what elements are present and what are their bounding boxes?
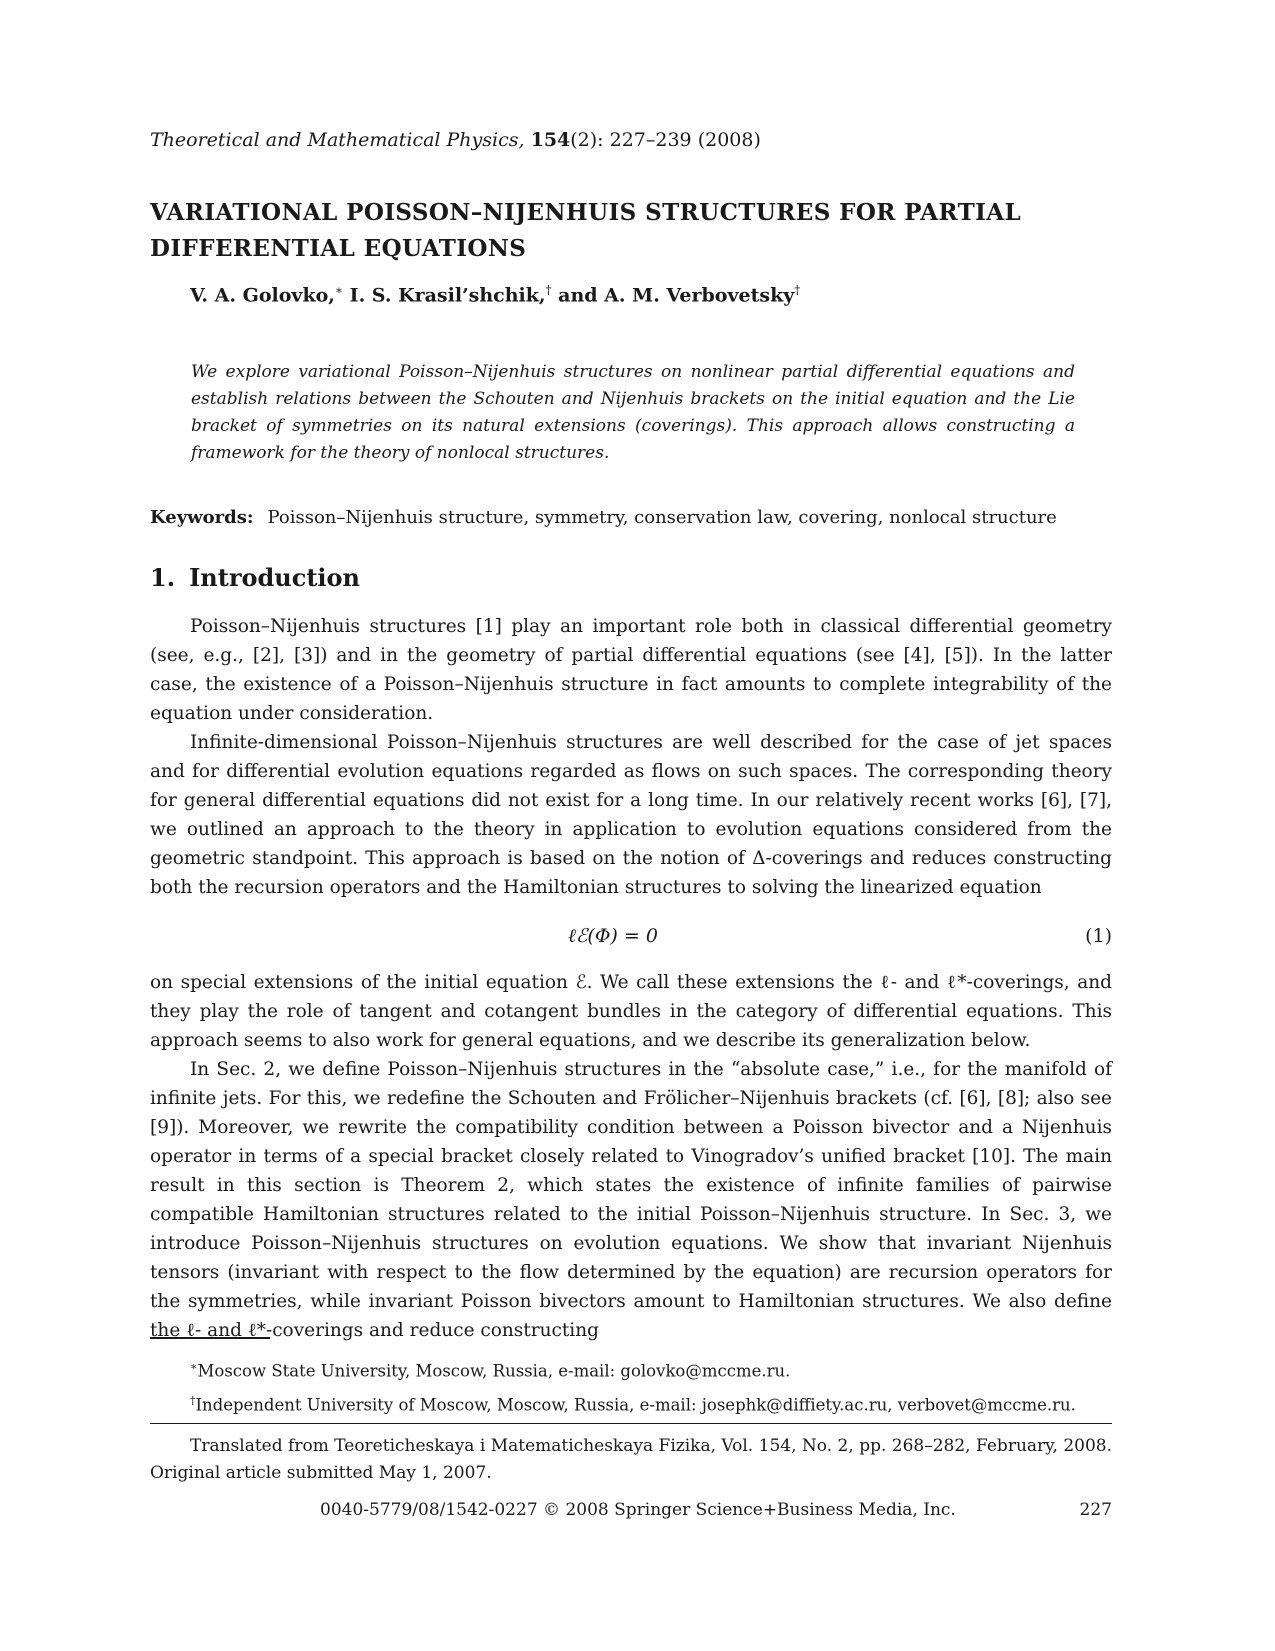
footnote-2-mark: † — [190, 1393, 196, 1407]
author-2-mark: † — [545, 283, 552, 297]
paragraph-3: on special extensions of the initial equation ℰ. We call these extensions the ℓ- and ℓ*-coverings, and they play the role of tangent and cotangent bundles in the category of differential equations. This approach seems to also work for general equations, and we describe its generalization below. — [150, 972, 1112, 1051]
footnote-1-text: Moscow State University, Moscow, Russia, e-mail: golovko@mccme.ru. — [197, 1361, 791, 1381]
footnote-1 — [190, 1352, 1112, 1386]
paragraph-2: Infinite-dimensional Poisson–Nijenhuis structures are well described for the case of jet spaces and for differential evolution equations regarded as flows on such spaces. The corresponding theory for general differential equations did not exist for a long time. In our relatively recent works [6], [7], we outlined an approach to the theory in application to evolution equations considered from the geometric standpoint. This approach is based on the notion of Δ-coverings and reduces constructing both the recursion operators and the Hamiltonian structures to solving the linearized equation — [150, 732, 1112, 898]
paragraph-4: In Sec. 2, we define Poisson–Nijenhuis structures in the “absolute case,” i.e., for the manifold of infinite jets. For this, we redefine the Schouten and Frölicher–Nijenhuis brackets (cf. [6], [8]; also see [9]). Moreover, we rewrite the compatibility condition between a Poisson bivector and a Nijenhuis operator in terms of a special bracket closely related to Vinogradov’s unified bracket [10]. The main result in this section is Theorem 2, which states the existence of infinite families of pairwise compatible Hamiltonian structures related to the initial Poisson–Nijenhuis structure. In Sec. 3, we introduce Poisson–Nijenhuis structures on evolution equations. We show that invariant Nijenhuis tensors (invariant with respect to the flow determined by the equation) are recursion operators for the symmetries, while invariant Poisson bivectors amount to Hamiltonian structures. We also define the ℓ- and ℓ*-coverings and reduce constructing — [150, 1059, 1112, 1341]
paragraph-1: Poisson–Nijenhuis structures [1] play an important role both in classical differential geometry (see, e.g., [2], [3]) and in the geometry of partial differential equations (see [4], [5]). In the latter case, the existence of a Poisson–Nijenhuis structure in fact amounts to complete integrability of the equation under consideration. — [150, 616, 1112, 724]
copyright-line: 0040-5779/08/1542-0227 © 2008 Springer Science+Business Media, Inc. — [320, 1500, 956, 1520]
keywords — [150, 507, 1112, 528]
title-line-1: VARIATIONAL POISSON–NIJENHUIS STRUCTURES FOR PARTIAL — [150, 199, 1022, 226]
section-title: Introduction — [189, 563, 360, 592]
keywords-text: Poisson–Nijenhuis structure, symmetry, conservation law, covering, nonlocal structure — [267, 507, 1057, 528]
equation-number: (1) — [1085, 925, 1112, 947]
journal-details: (2): 227–239 (2008) — [570, 129, 761, 151]
section-heading — [150, 563, 1112, 592]
equation-formula: ℓℰ(Φ) = 0 — [568, 925, 658, 947]
author-1: V. A. Golovko, — [190, 284, 335, 307]
translation-rule — [150, 1423, 1112, 1424]
footnote-2-text: Independent University of Moscow, Moscow, Russia, e-mail: josephk@diffiety.ac.ru, verbovet@mccme.ru. — [195, 1395, 1076, 1414]
author-1-mark: ∗ — [334, 283, 344, 297]
section-number: 1. — [150, 563, 176, 592]
author-3-mark: † — [794, 283, 801, 297]
footnote-1-mark: ∗ — [190, 1360, 198, 1373]
journal-reference — [150, 129, 1112, 151]
title-line-2: DIFFERENTIAL EQUATIONS — [150, 235, 527, 262]
journal-volume: 154 — [530, 129, 571, 151]
author-2: I. S. Krasil’shchik, — [343, 284, 546, 307]
body-text-top — [150, 612, 1112, 902]
footnotes — [190, 1352, 1112, 1419]
keywords-label: Keywords: — [150, 507, 254, 528]
translation-note: Translated from Teoreticheskaya i Matematicheskaya Fizika, Vol. 154, No. 2, pp. 268–282, February, 2008. Original article submitted May 1, 2007. — [150, 1436, 1112, 1483]
footnote-rule — [150, 1337, 270, 1339]
author-list — [190, 283, 1152, 306]
body-text-bottom — [150, 968, 1112, 1345]
page-number: 227 — [1079, 1500, 1112, 1520]
abstract: We explore variational Poisson–Nijenhuis structures on nonlinear partial differential equations and establish relations between the Schouten and Nijenhuis brackets on the initial equation and the Lie bracket of symmetries on its natural extensions (coverings). This approach allows constructing a framework for the theory of nonlocal structures. — [191, 362, 1075, 463]
author-3: and A. M. Verbovetsky — [551, 284, 795, 307]
journal-name: Theoretical and Mathematical Physics, — [150, 129, 525, 151]
footnote-2 — [190, 1386, 1112, 1420]
paper-title — [150, 195, 1112, 267]
equation-1 — [150, 925, 1112, 955]
